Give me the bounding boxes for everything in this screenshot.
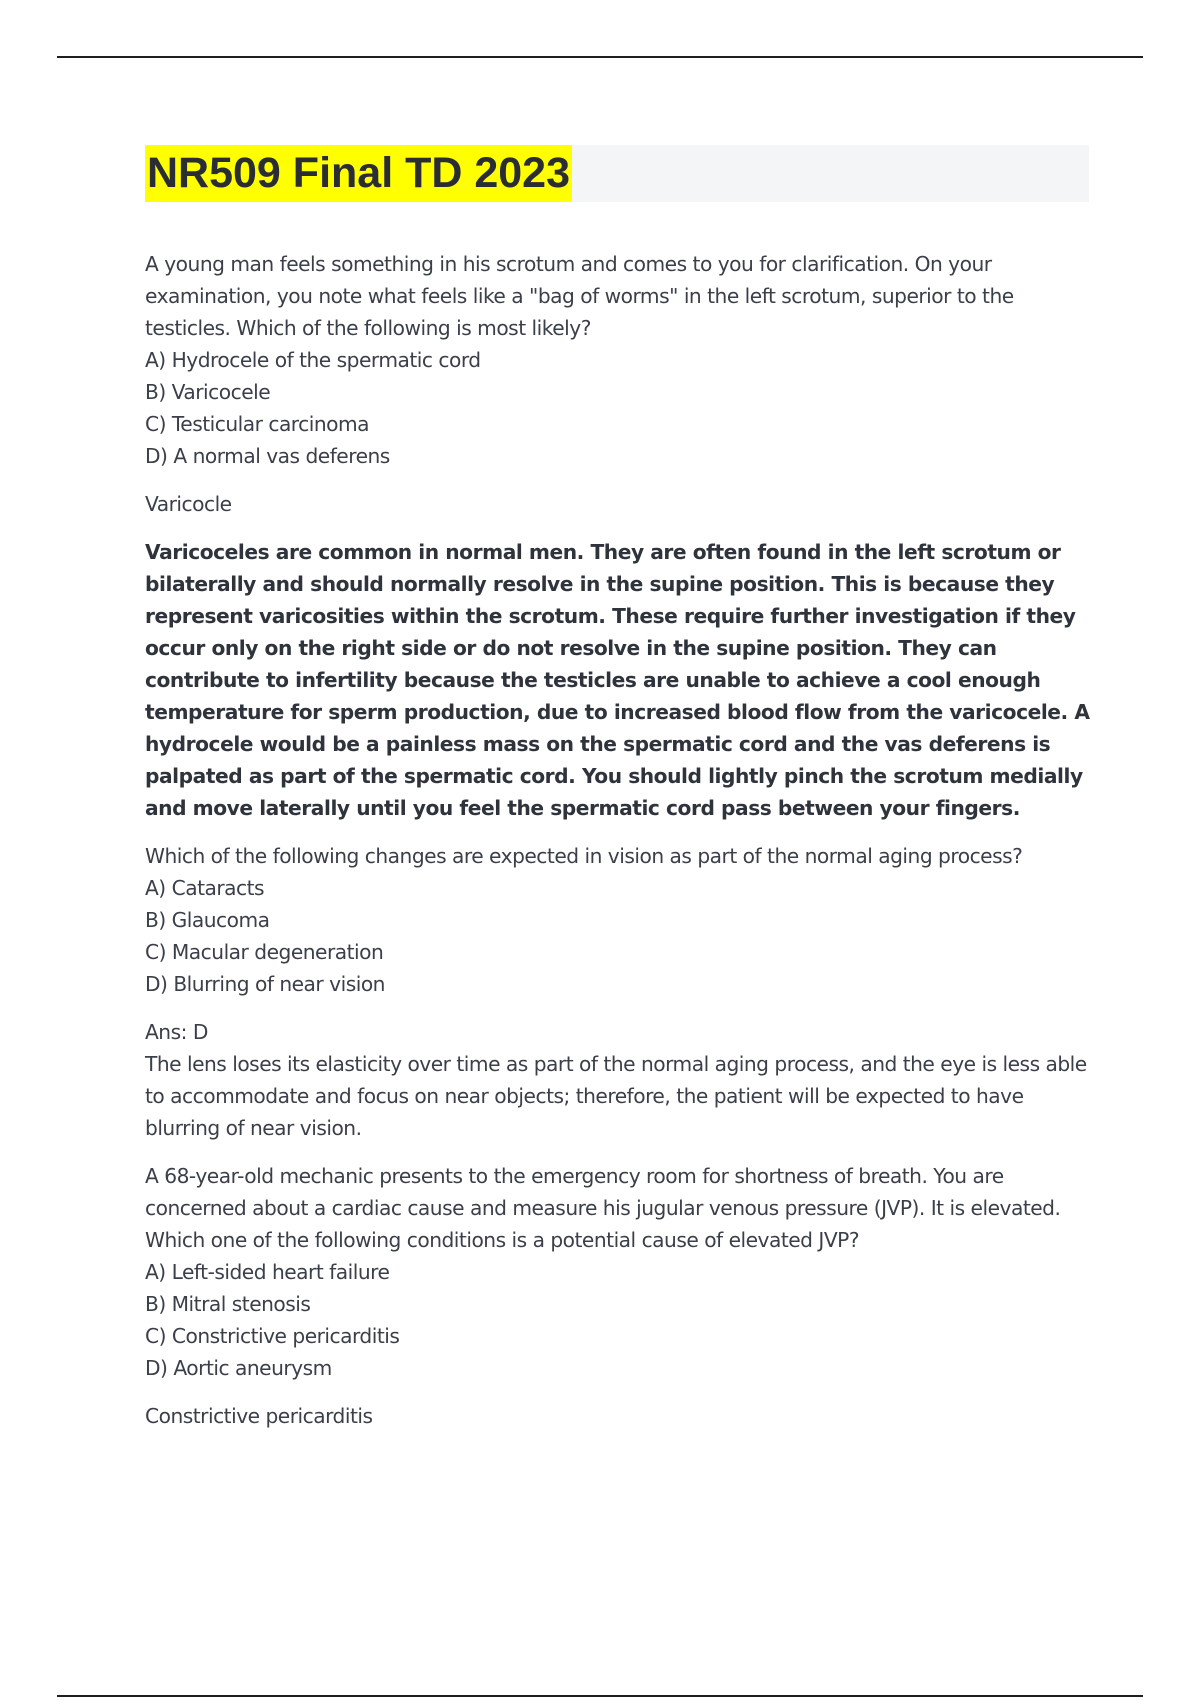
question-2-option-d: D) Blurring of near vision	[145, 972, 385, 996]
question-1-option-d: D) A normal vas deferens	[145, 444, 390, 468]
question-2-option-c: C) Macular degeneration	[145, 940, 384, 964]
question-1-option-a: A) Hydrocele of the spermatic cord	[145, 348, 481, 372]
question-1-answer: Varicocle	[145, 492, 232, 516]
question-2-stem: Which of the following changes are expected in vision as part of the normal aging process?	[145, 844, 1023, 868]
question-2-option-b: B) Glaucoma	[145, 908, 270, 932]
question-3-option-d: D) Aortic aneurysm	[145, 1356, 332, 1380]
question-2-option-a: A) Cataracts	[145, 876, 265, 900]
question-1-explanation: Varicoceles are common in normal men. They are often found in the left scrotum or bilaterally and should normally resolve in the supine position. This is because they represent varicosities within the scrotum. These require further investigation if they occur only on the right side or do not resolve in the supine position. They can contribute to infertility because the testicles are unable to achieve a cool enough temperature for sperm production, due to increased blood flow from the varicocele. A hydrocele would be a painless mass on the spermatic cord and the vas deferens is palpated as part of the spermatic cord. You should lightly pinch the scrotum medially and move laterally until you feel the spermatic cord pass between your fingers.	[145, 540, 1090, 820]
question-3-answer: Constrictive pericarditis	[145, 1404, 373, 1428]
question-2-explanation: The lens loses its elasticity over time as part of the normal aging process, and the eye is less able to accommodate and focus on near objects; therefore, the patient will be expected to have blurring of near vision.	[145, 1052, 1087, 1140]
document-body	[145, 248, 1095, 1432]
question-1-stem: A young man feels something in his scrotum and comes to you for clarification. On your examination, you note what feels like a "bag of worms" in the left scrotum, superior to the testicles. Which of the following is most likely?	[145, 252, 1014, 340]
question-3-option-b: B) Mitral stenosis	[145, 1292, 311, 1316]
question-3-option-c: C) Constrictive pericarditis	[145, 1324, 400, 1348]
top-rule	[57, 56, 1143, 58]
question-3-stem: A 68-year-old mechanic presents to the emergency room for shortness of breath. You are concerned about a cardiac cause and measure his jugular venous pressure (JVP). It is elevated. Which one of the following conditions is a potential cause of elevated JVP?	[145, 1164, 1061, 1252]
document-title: NR509 Final TD 2023	[145, 145, 572, 202]
bottom-rule	[57, 1695, 1143, 1697]
question-2-answer: Ans: D	[145, 1020, 208, 1044]
question-3-option-a: A) Left-sided heart failure	[145, 1260, 390, 1284]
question-1-option-b: B) Varicocele	[145, 380, 271, 404]
question-1-option-c: C) Testicular carcinoma	[145, 412, 370, 436]
